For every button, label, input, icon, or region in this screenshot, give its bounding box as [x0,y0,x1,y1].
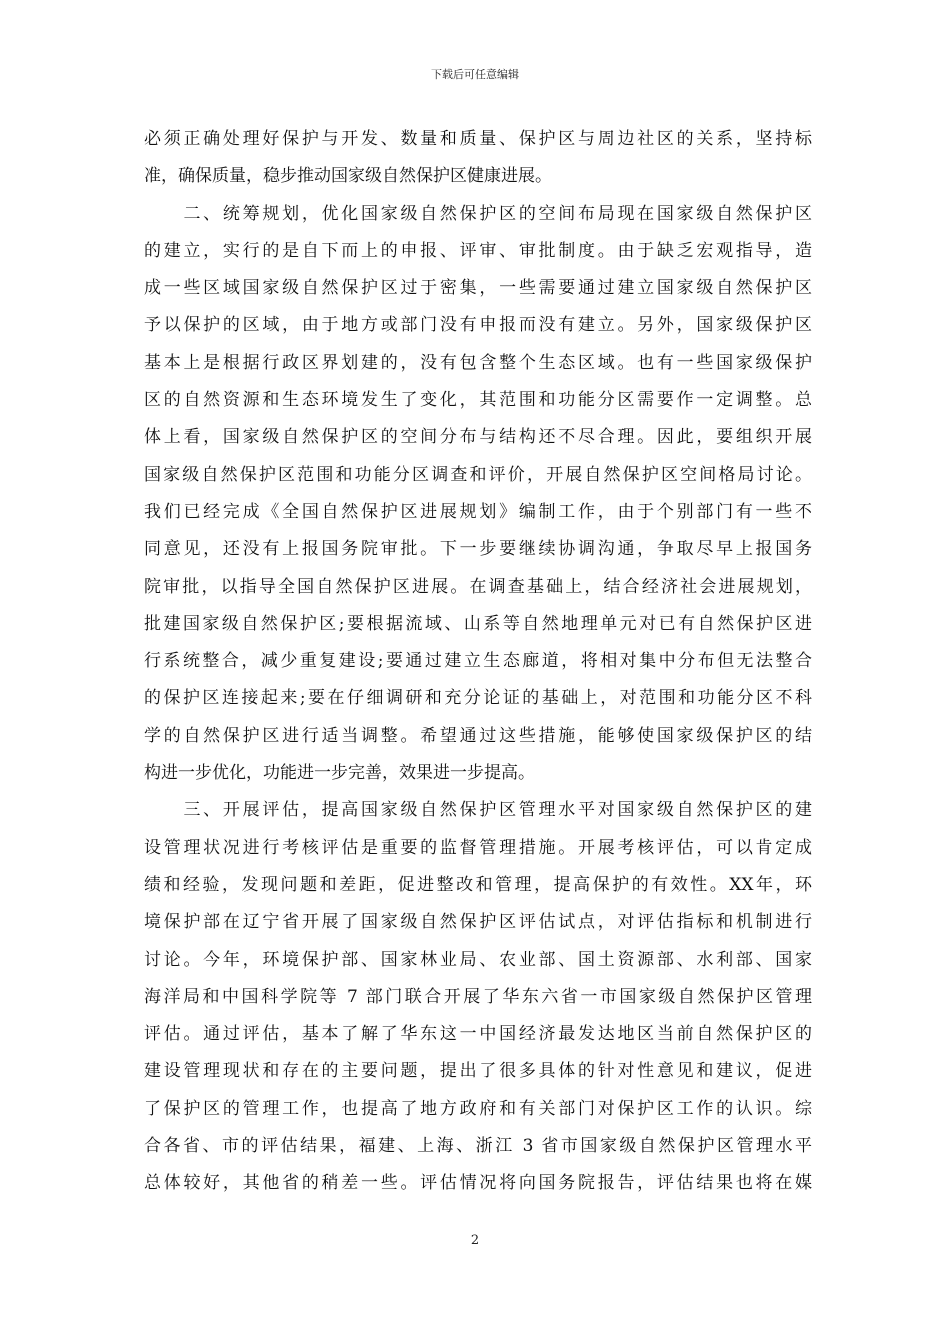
text-line: 二、统筹规划，优化国家级自然保护区的空间布局现在国家级自然保护区 [144,203,812,224]
page-number: 2 [470,1233,480,1248]
text-line: 学的自然保护区进行适当调整。希望通过这些措施，能够使国家级保护区的结 [144,725,812,746]
page-header: 下载后可任意编辑 [431,68,519,81]
text-line: 区的自然资源和生态环境发生了变化，其范围和功能分区需要作一定调整。总 [144,390,812,411]
text-line: 体上看，国家级自然保护区的空间分布与结构还不尽合理。因此，要组织开展 [144,427,812,448]
text-line: 的保护区连接起来;要在仔细调研和充分论证的基础上，对范围和功能分区不科 [144,688,812,709]
text-line: 成一些区域国家级自然保护区过于密集，一些需要通过建立国家级自然保护区 [144,278,812,299]
text-line: 总体较好，其他省的稍差一些。评估情况将向国务院报告，评估结果也将在媒 [144,1173,812,1194]
text-line: 国家级自然保护区范围和功能分区调查和评价，开展自然保护区空间格局讨论。 [144,464,812,485]
text-line: 了保护区的管理工作，也提高了地方政府和有关部门对保护区工作的认识。综 [144,1098,812,1119]
text-line: 予以保护的区域，由于地方或部门没有申报而没有建立。另外，国家级保护区 [144,315,812,336]
text-line: 建设管理现状和存在的主要问题，提出了很多具体的针对性意见和建议，促进 [144,1061,812,1082]
text-line: 我们已经完成《全国自然保护区进展规划》编制工作，由于个别部门有一些不 [144,501,812,522]
text-line: 院审批，以指导全国自然保护区进展。在调查基础上，结合经济社会进展规划， [144,576,812,597]
text-line: 必须正确处理好保护与开发、数量和质量、保护区与周边社区的关系，坚持标 [144,129,812,149]
text-line: 的建立，实行的是自下而上的申报、评审、审批制度。由于缺乏宏观指导，造 [144,240,812,261]
text-line: 海洋局和中国科学院等 7 部门联合开展了华东六省一市国家级自然保护区管理 [144,986,812,1007]
text-line: 基本上是根据行政区界划建的，没有包含整个生态区域。也有一些国家级保护 [144,352,812,373]
text-line: 同意见，还没有上报国务院审批。下一步要继续协调沟通，争取尽早上报国务 [144,539,812,560]
text-line: 合各省、市的评估结果，福建、上海、浙江 3 省市国家级自然保护区管理水平 [144,1136,812,1157]
text-line: 绩和经验，发现问题和差距，促进整改和管理，提高保护的有效性。XX年，环 [144,874,812,895]
document-body [144,121,812,1203]
text-line: 批建国家级自然保护区;要根据流域、山系等自然地理单元对已有自然保护区进 [144,613,812,634]
text-line: 讨论。今年，环境保护部、国家林业局、农业部、国土资源部、水利部、国家 [144,949,812,970]
text-line: 行系统整合，减少重复建设;要通过建立生态廊道，将相对集中分布但无法整合 [144,651,812,672]
text-line: 境保护部在辽宁省开展了国家级自然保护区评估试点，对评估指标和机制进行 [144,912,812,933]
text-line: 三、开展评估，提高国家级自然保护区管理水平对国家级自然保护区的建 [144,800,812,821]
text-line: 构进一步优化，功能进一步完善，效果进一步提高。 [144,763,535,784]
text-line: 准，确保质量，稳步推动国家级自然保护区健康进展。 [144,166,552,187]
text-line: 设管理状况进行考核评估是重要的监督管理措施。开展考核评估，可以肯定成 [144,837,812,858]
text-line: 评估。通过评估，基本了解了华东这一中国经济最发达地区当前自然保护区的 [144,1024,812,1045]
